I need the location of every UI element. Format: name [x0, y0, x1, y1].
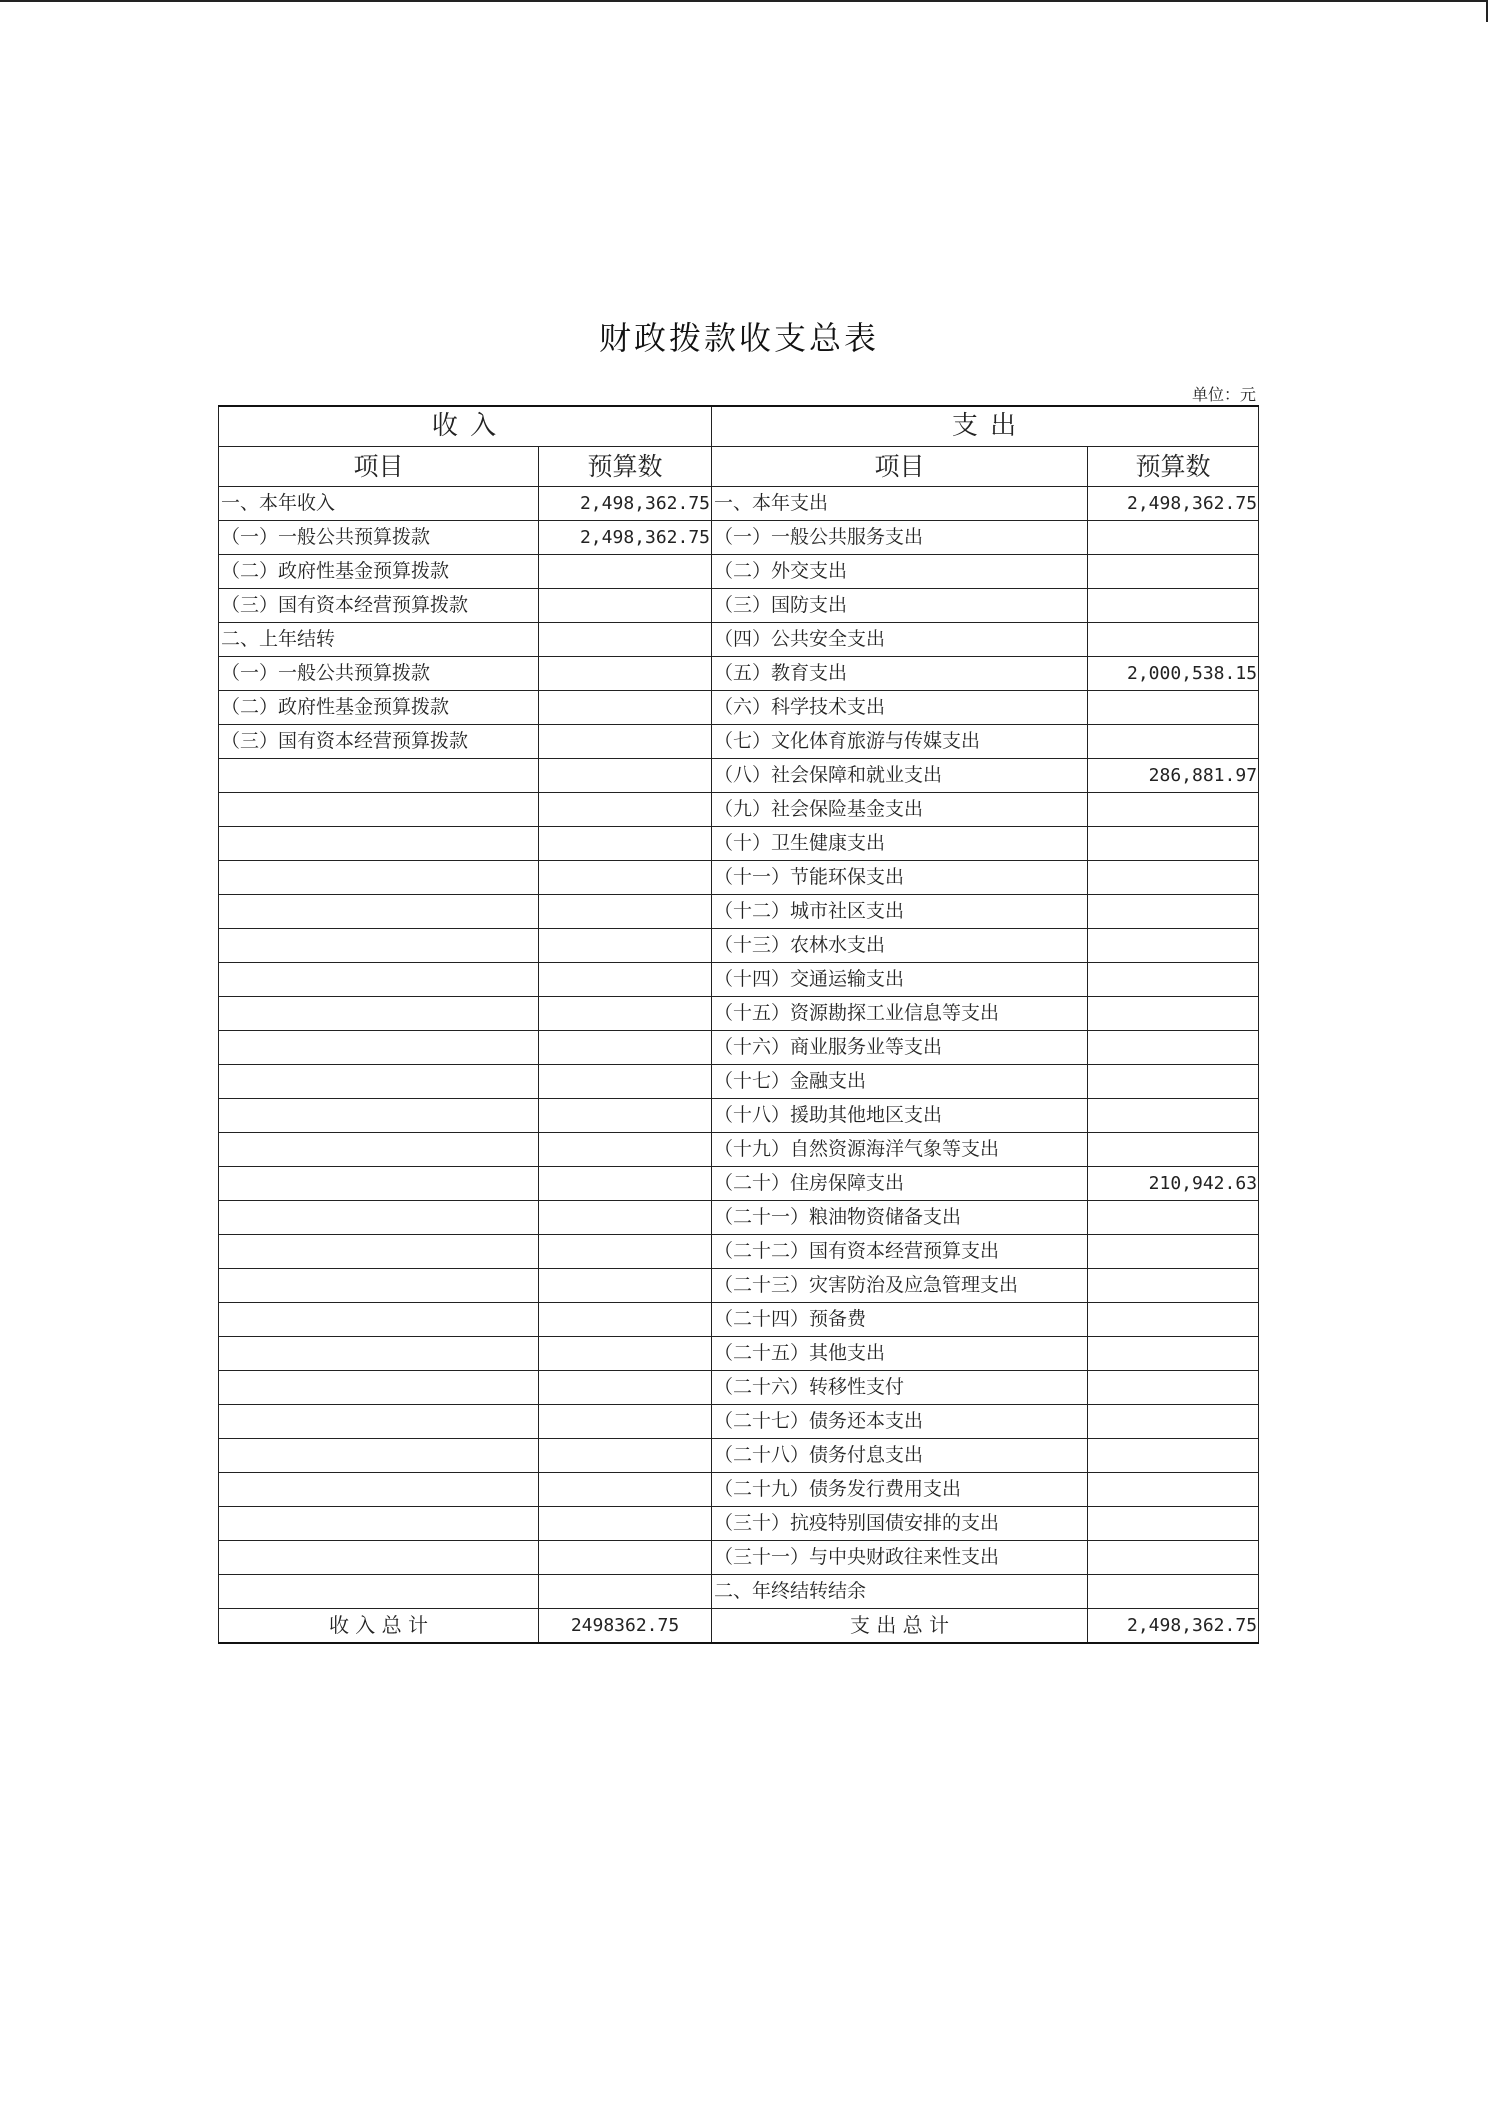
table-row [219, 622, 1259, 656]
income-value-cell [539, 1540, 712, 1574]
expense-item-cell: （十一）节能环保支出 [712, 860, 1088, 894]
income-value-cell [539, 554, 712, 588]
income-value-cell [539, 622, 712, 656]
expense-value-cell [1088, 928, 1259, 962]
expense-item-cell: （二十五）其他支出 [712, 1336, 1088, 1370]
expense-value-cell: 2,000,538.15 [1088, 656, 1259, 690]
income-value-cell [539, 588, 712, 622]
expense-total-label: 支 出 总 计 [712, 1608, 1088, 1643]
section-header-row [219, 406, 1259, 446]
expense-item-cell: （九）社会保险基金支出 [712, 792, 1088, 826]
income-item-cell [219, 1166, 539, 1200]
income-item-cell [219, 1064, 539, 1098]
income-section-header: 收 入 [219, 406, 712, 446]
table-row [219, 520, 1259, 554]
expense-item-cell: （二十七）债务还本支出 [712, 1404, 1088, 1438]
expense-value-cell [1088, 792, 1259, 826]
expense-value-cell [1088, 1302, 1259, 1336]
income-item-cell [219, 1574, 539, 1608]
income-value-cell [539, 826, 712, 860]
table-row [219, 1234, 1259, 1268]
budget-summary-table [218, 405, 1259, 1644]
table-row [219, 656, 1259, 690]
income-value-cell [539, 1200, 712, 1234]
expense-item-cell: （一）一般公共服务支出 [712, 520, 1088, 554]
income-item-cell [219, 1506, 539, 1540]
income-value-cell [539, 1132, 712, 1166]
table-row [219, 1030, 1259, 1064]
table-row [219, 1506, 1259, 1540]
expense-item-cell: （二十）住房保障支出 [712, 1166, 1088, 1200]
table-body [219, 406, 1259, 1643]
table-row [219, 1404, 1259, 1438]
income-value-cell [539, 1166, 712, 1200]
income-item-cell [219, 996, 539, 1030]
expense-item-cell: （二十八）债务付息支出 [712, 1438, 1088, 1472]
expense-item-cell: （七）文化体育旅游与传媒支出 [712, 724, 1088, 758]
expense-value-cell [1088, 554, 1259, 588]
table-row [219, 1064, 1259, 1098]
income-value-cell [539, 690, 712, 724]
income-value-cell [539, 1336, 712, 1370]
expense-value-cell [1088, 1030, 1259, 1064]
income-value-cell [539, 1064, 712, 1098]
expense-value-cell [1088, 860, 1259, 894]
income-item-cell [219, 962, 539, 996]
expense-item-cell: （三十）抗疫特别国债安排的支出 [712, 1506, 1088, 1540]
expense-item-cell: （十七）金融支出 [712, 1064, 1088, 1098]
income-budget-col-header: 预算数 [539, 446, 712, 486]
income-value-cell [539, 1302, 712, 1336]
expense-value-cell [1088, 1574, 1259, 1608]
income-total-value: 2498362.75 [539, 1608, 712, 1643]
income-item-cell: （三）国有资本经营预算拨款 [219, 588, 539, 622]
table-row [219, 588, 1259, 622]
income-value-cell [539, 928, 712, 962]
unit-label: 单位：元 [1191, 385, 1256, 404]
expense-value-cell [1088, 1404, 1259, 1438]
totals-row [219, 1608, 1259, 1643]
expense-total-value: 2,498,362.75 [1088, 1608, 1259, 1643]
expense-item-cell: （五）教育支出 [712, 656, 1088, 690]
income-item-cell [219, 860, 539, 894]
income-item-cell [219, 1268, 539, 1302]
table-row [219, 1200, 1259, 1234]
expense-value-cell [1088, 1098, 1259, 1132]
income-item-cell [219, 758, 539, 792]
table-row [219, 690, 1259, 724]
table-row [219, 1268, 1259, 1302]
expense-item-cell: （十三）农林水支出 [712, 928, 1088, 962]
page-top-border [0, 0, 1488, 2]
income-value-cell [539, 1404, 712, 1438]
table-row [219, 928, 1259, 962]
expense-value-cell [1088, 996, 1259, 1030]
expense-value-cell [1088, 622, 1259, 656]
expense-item-cell: （十四）交通运输支出 [712, 962, 1088, 996]
income-item-cell [219, 1472, 539, 1506]
income-item-cell [219, 1200, 539, 1234]
expense-value-cell [1088, 1370, 1259, 1404]
expense-item-cell: 一、本年支出 [712, 486, 1088, 520]
expense-value-cell [1088, 894, 1259, 928]
expense-item-cell: （二十三）灾害防治及应急管理支出 [712, 1268, 1088, 1302]
table-row [219, 1302, 1259, 1336]
income-item-cell [219, 1098, 539, 1132]
table-row [219, 792, 1259, 826]
income-value-cell [539, 758, 712, 792]
income-item-cell [219, 894, 539, 928]
table-row [219, 1370, 1259, 1404]
expense-value-cell [1088, 1234, 1259, 1268]
income-item-cell: 一、本年收入 [219, 486, 539, 520]
income-item-cell [219, 1030, 539, 1064]
expense-item-cell: （十五）资源勘探工业信息等支出 [712, 996, 1088, 1030]
table-row [219, 1574, 1259, 1608]
expense-value-cell [1088, 962, 1259, 996]
income-value-cell [539, 1030, 712, 1064]
income-value-cell: 2,498,362.75 [539, 486, 712, 520]
table-row [219, 826, 1259, 860]
expense-value-cell: 210,942.63 [1088, 1166, 1259, 1200]
column-header-row [219, 446, 1259, 486]
table-row [219, 1472, 1259, 1506]
income-value-cell [539, 1574, 712, 1608]
expense-value-cell: 286,881.97 [1088, 758, 1259, 792]
income-item-cell: （一）一般公共预算拨款 [219, 520, 539, 554]
income-item-cell [219, 1540, 539, 1574]
table-row [219, 860, 1259, 894]
expense-value-cell [1088, 1132, 1259, 1166]
income-item-cell [219, 826, 539, 860]
expense-item-cell: （二）外交支出 [712, 554, 1088, 588]
expense-value-cell [1088, 1472, 1259, 1506]
income-item-cell [219, 1132, 539, 1166]
income-item-cell [219, 1302, 539, 1336]
expense-item-cell: （六）科学技术支出 [712, 690, 1088, 724]
expense-value-cell [1088, 1438, 1259, 1472]
expense-value-cell [1088, 690, 1259, 724]
expense-item-cell: （十八）援助其他地区支出 [712, 1098, 1088, 1132]
expense-item-cell: （十）卫生健康支出 [712, 826, 1088, 860]
table-row [219, 554, 1259, 588]
expense-item-cell: （四）公共安全支出 [712, 622, 1088, 656]
income-value-cell [539, 656, 712, 690]
income-item-cell [219, 1336, 539, 1370]
income-item-cell: （三）国有资本经营预算拨款 [219, 724, 539, 758]
expense-item-col-header: 项目 [712, 446, 1088, 486]
income-item-cell: （二）政府性基金预算拨款 [219, 554, 539, 588]
table-row [219, 996, 1259, 1030]
income-value-cell [539, 1506, 712, 1540]
income-item-cell [219, 1438, 539, 1472]
table-row [219, 758, 1259, 792]
expense-item-cell: （二十九）债务发行费用支出 [712, 1472, 1088, 1506]
expense-item-cell: （十九）自然资源海洋气象等支出 [712, 1132, 1088, 1166]
income-value-cell [539, 1098, 712, 1132]
income-value-cell [539, 1268, 712, 1302]
expense-item-cell: （三）国防支出 [712, 588, 1088, 622]
income-value-cell [539, 996, 712, 1030]
table-row [219, 1540, 1259, 1574]
income-value-cell: 2,498,362.75 [539, 520, 712, 554]
income-value-cell [539, 792, 712, 826]
expense-value-cell [1088, 1064, 1259, 1098]
income-item-col-header: 项目 [219, 446, 539, 486]
income-item-cell: （一）一般公共预算拨款 [219, 656, 539, 690]
table-row [219, 486, 1259, 520]
income-value-cell [539, 860, 712, 894]
expense-value-cell [1088, 1540, 1259, 1574]
expense-item-cell: （二十一）粮油物资储备支出 [712, 1200, 1088, 1234]
expense-item-cell: （八）社会保障和就业支出 [712, 758, 1088, 792]
expense-item-cell: 二、年终结转结余 [712, 1574, 1088, 1608]
expense-value-cell [1088, 826, 1259, 860]
expense-value-cell: 2,498,362.75 [1088, 486, 1259, 520]
expense-value-cell [1088, 1268, 1259, 1302]
income-value-cell [539, 894, 712, 928]
table-row [219, 894, 1259, 928]
income-item-cell [219, 928, 539, 962]
expense-value-cell [1088, 724, 1259, 758]
income-value-cell [539, 1234, 712, 1268]
expense-value-cell [1088, 1200, 1259, 1234]
table-row [219, 1132, 1259, 1166]
expense-item-cell: （二十四）预备费 [712, 1302, 1088, 1336]
income-item-cell [219, 1370, 539, 1404]
table-row [219, 1166, 1259, 1200]
income-item-cell [219, 792, 539, 826]
income-value-cell [539, 1370, 712, 1404]
table-row [219, 1438, 1259, 1472]
income-value-cell [539, 962, 712, 996]
expense-item-cell: （十二）城市社区支出 [712, 894, 1088, 928]
income-value-cell [539, 1438, 712, 1472]
income-value-cell [539, 1472, 712, 1506]
expense-item-cell: （三十一）与中央财政往来性支出 [712, 1540, 1088, 1574]
table-row [219, 724, 1259, 758]
expense-value-cell [1088, 520, 1259, 554]
expense-item-cell: （十六）商业服务业等支出 [712, 1030, 1088, 1064]
income-item-cell: （二）政府性基金预算拨款 [219, 690, 539, 724]
income-item-cell [219, 1404, 539, 1438]
income-total-label: 收 入 总 计 [219, 1608, 539, 1643]
expense-value-cell [1088, 1336, 1259, 1370]
table-row [219, 1336, 1259, 1370]
table-row [219, 1098, 1259, 1132]
income-value-cell [539, 724, 712, 758]
page-title: 财政拨款收支总表 [598, 319, 879, 357]
table-row [219, 962, 1259, 996]
expense-section-header: 支 出 [712, 406, 1259, 446]
expense-value-cell [1088, 1506, 1259, 1540]
expense-value-cell [1088, 588, 1259, 622]
income-item-cell: 二、上年结转 [219, 622, 539, 656]
expense-item-cell: （二十二）国有资本经营预算支出 [712, 1234, 1088, 1268]
expense-budget-col-header: 预算数 [1088, 446, 1259, 486]
income-item-cell [219, 1234, 539, 1268]
expense-item-cell: （二十六）转移性支付 [712, 1370, 1088, 1404]
